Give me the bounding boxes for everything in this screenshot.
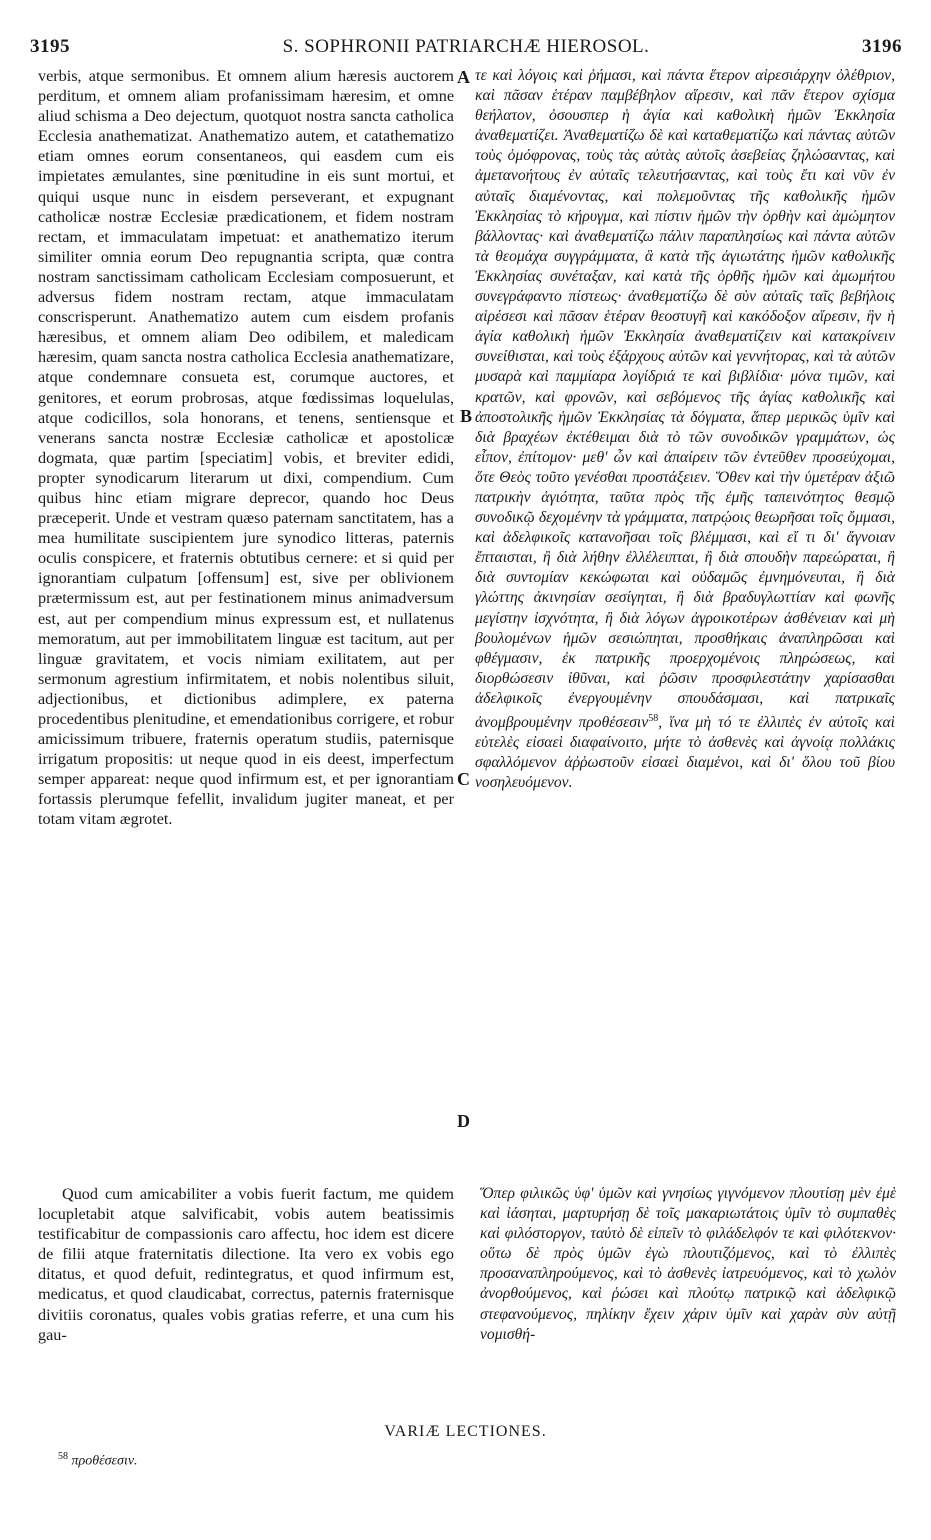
page-header (30, 36, 902, 60)
greek-paragraph-1 (475, 66, 895, 794)
latin-column-lower (38, 1184, 454, 1345)
greek-paragraph-2: Ὅπερ φιλικῶς ὑφ' ὑμῶν καὶ γνησίως γιγνόμενον πλουτίσῃ μὲν ἐμὲ καὶ ἰάσηται, μαρτυρήσῃ δὲ τοῖς μακαριωτάτοις ὑμῖν τὸ συμπαθὲς καὶ φιλόστοργον, ταὐτὸ δὲ εἰπεῖν τὸ φιλάδελφόν τε καὶ φιλότεκνον· οὕτω δὲ πρὸς ὑμῶν ἐγὼ πλουτιζόμενος, καὶ τὸ ἐλλιπὲς προσαναπληρούμενος, καὶ τὸ ἀσθενὲς ἰατρευόμενος, καὶ τὸ χωλὸν ἀνορθούμενος, καὶ ῥώσει καὶ πλούτῳ πατρικῷ καὶ ἀδελφικῷ στεφανούμενος, πηλίκην ἔχειν χάριν ὑμῖν καὶ χαρὰν σὺν αὐτῇ νομισθή- (480, 1185, 896, 1343)
running-title: S. SOPHRONII PATRIARCHÆ HIEROSOL. (282, 36, 650, 57)
latin-paragraph-1: verbis, atque sermonibus. Et omnem alium hæresis auctorem perditum, et omnem aliam profanissimam hæresim, et omne aliud schisma a Deo dejectum, quotquot nostra sancta catholica Ecclesia anathematizat. Anathematizo autem, et catathematizo etiam omnes eorum consentaneos, qui easdem cum eis impietates æmulantes, sine pœnitudine in eis sunt mortui, et quiqui usque nunc in eisdem perseverant, et expugnant catholicæ nostræ Ecclesiæ prædicationem, et fidem nostram rectam, et immaculatam impetuat: et anathematizo iterum similiter omnia eorum Deo repugnantia scripta, quæ contra nostram sanctissimam catholicam Ecclesiam composuerunt, et adversus fidem nostram rectam, atque immaculatam conscrisperunt. Anathematizo autem cum eisdem profanis hæresibus, et omnem aliam Deo odibilem, et maledicam hæresim, quam sancta nostra catholica Ecclesia anathematizare, atque condemnare consueta est, corumque auctores, et genitores, et eorum probrosas, atque fœdissimas loquelulas, atque codicillos, sola honorans, et tenens, sentiensque et venerans sancta nostræ Ecclesiæ catholicæ et apostolicæ dogmata, quæ partim [speciatim] vobis, et breviter edidi, propter synodicarum literarum ut dixi, compendium. Cum quibus hinc etiam migrare deprecor, quando hoc Deus præceperit. Unde et vestram quæso paternam sanctitatem, has a mea humilitate suscipientem jure synodico litteras, paternis oculis conspicere, et fraternis obtutibus cernere: et si quid per ignorantiam culpatum [offensum] est, sive per oblivionem prætermissum est, aut per festinationem minus animadversum est, aut per compendium minus expressum est, et nullatenus memoratum, aut per immobilitatem linguæ est tacitum, aut per linguæ gravitatem, et vocis nimiam exilitatem, aut per sermonum agrestium infirmitatem, et nobis nolentibus siluit, adjectionibus, et dictionibus adimplere, ex paterna procedentibus plenitudine, et emendationibus corrigere, et robur amicissimum tribuere, fraternis operatum studiis, paternisque irrigatum propositis: ut neque quod in eis deest, imperfectum semper appareat: neque quod infirmum est, et per ignorantiam fortassis plerumque fefellit, invalidum jugiter maneat, et per totam vitam ægrotet. (38, 67, 454, 829)
greek-paragraph-1-end: , ἵνα μὴ τό τε ἐλλιπὲς ἐν αὐτοῖς καὶ εὐτελὲς εἰσαεὶ διαφαίνοιτο, μήτε τὸ ἀσθενὲς καὶ ἀγνοίᾳ πολλάκις σφαλλόμενον ἀῤῥωστοῦν εἰσαεὶ διαμένοι, καὶ δι' ὅλου τοῦ βίου νοσηλευόμενον. (475, 714, 895, 792)
latin-column-upper (38, 66, 454, 830)
margin-letter-d: D (457, 1111, 470, 1131)
page-number-right: 3196 (862, 36, 902, 57)
margin-letter-b: B (460, 406, 473, 426)
latin-paragraph-2: Quod cum amicabiliter a vobis fuerit factum, me quidem locupletabit atque salvificabit, vobis autem beatissimis testificabitur de compassionis caro affectu, hoc idem est dicere de filii atque fraternitatis dilectione. Ita vero ex vobis ego ditatus, et quod defuit, redintegratus, et quod infirmum est, medicatus, et quod claudicabat, correctus, paternis fraternisque divitiis coronatus, quales vobis gratias referre, et una cum his gau- (38, 1185, 454, 1344)
margin-letter-a: A (457, 67, 470, 87)
margin-letter-c: C (457, 769, 470, 789)
variae-lectiones-heading: VARIÆ LECTIONES. (384, 1423, 547, 1440)
greek-column-lower (480, 1184, 896, 1345)
greek-paragraph-1-text: τε καὶ λόγοις καὶ ῥήμασι, καὶ πάντα ἕτερον αἱρεσιάρχην ὀλέθριον, καὶ πᾶσαν ἑτέραν παμβέβηλον αἵρεσιν, καὶ πᾶν ἕτερον σχίσμα θεήλατον, ὁσουσπερ ἡ ἁγία καὶ καθολικὴ ἡμῶν Ἐκκλησία ἀναθεματίζει. Ἀναθεματίζω δὲ καὶ καταθεματίζω καὶ πάντας αὐτῶν τοὺς ὁμόφρονας, τοὺς τὰς αὐτὰς αὐτοῖς ἀσεβείας ζηλώσαντας, καὶ ἀμετανοήτους ἐν αὐταῖς τελευτήσαντας, καὶ τοὺς ἔτι καὶ νῦν ἐν αὐταῖς διαμένοντας, καὶ πολεμοῦντας τῆς καθολικῆς ἡμῶν Ἐκκλησίας τὸ κήρυγμα, καὶ πίστιν ἡμῶν τὴν ὀρθὴν καὶ ἀμώμητον βάλλοντας· καὶ ἀναθεματίζω πάλιν παραπλησίως καὶ πάντα αὐτῶν τὰ θεομάχα συγγράμματα, ἃ κατὰ τῆς ἁγιωτάτης ἡμῶν καθολικῆς Ἐκκλησίας συνέταξαν, καὶ κατὰ τῆς ὀρθῆς ἡμῶν καὶ ἀμωμήτου συνεγράφαντο πίστεως· ἀναθεματίζω δὲ σὺν αὐταῖς ταῖς βεβήλοις αἱρέσεσι καὶ πᾶσαν ἑτέραν θεοστυγῆ καὶ κακόδοξον αἵρεσιν, ἣν ἡ ἁγία καθολικὴ ἡμῶν Ἐκκλησία ἀναθεματίζειν καὶ κατακρίνειν συνείθισται, καὶ τοὺς ἐξάρχους αὐτῶν καὶ γεννήτορας, καὶ τὰ αὐτῶν μυσαρὰ καὶ παμμίαρα λογίδριά τε καὶ βιβλίδια· μόνα τιμῶν, καὶ κρατῶν, καὶ φρονῶν, καὶ σεβόμενος τῆς ἁγίας καθολικῆς καὶ ἀποστολικῆς ἡμῶν Ἐκκλησίας τὰ δόγματα, ἅπερ μερικῶς ὑμῖν καὶ διὰ βραχέων ἐκτέθειμαι διὰ τὸ τῶν συνοδικῶν γραμμάτων, ὡς εἶπον, ἐπίτομον· μεθ' ὧν καὶ ἀπαίρειν τῶν ἐντεῦθεν προσεύχομαι, ὅτε Θεὸς τοῦτο γενέσθαι προστάξειεν. Ὅθεν καὶ τὴν ὑμετέραν ἀξιῶ πατρικὴν ἁγιότητα, ταῦτα πρὸς τῆς ἐμῆς ταπεινότητος θεσμῷ συνοδικῷ δεχομένην τὰ γράμματα, πατρῴοις θεωρῆσαι τοῖς ὄμμασι, καὶ ἀδελφικοῖς κατανοῆσαι τοῖς βλέμμασι, καὶ εἴ τι δι' ἄγνοιαν ἔπταισται, ἢ διὰ λήθην ἐλλέλειπται, ἢ διὰ σπουδὴν παρεώραται, ἢ διὰ συντομίαν κεκώφωται καὶ οὐδαμῶς ἐμνημόνευται, ἢ διὰ γλώττης ἀκινησίαν σεσίγηται, ἢ διὰ βραδυγλωττίαν καὶ φωνῆς μεγίστην ἰσχνότητα, ἢ διὰ λόγων ἀγροικοτέρων ἀσθένειαν καὶ μὴ βουλομένων ἡμῶν σεσιώπηται, προσθήκαις ἀναπληρῶσαι καὶ φθέγμασιν, ἐκ πατρικῆς προερχομένοις πληρώσεως, καὶ διορθώσεσιν ἰθῦναι, καὶ ῥῶσιν προσφιλεστάτην χαρίσασθαι ἀδελφικοῖς ἐνεργουμένην σπουδάσμασι, καὶ πατρικαῖς ἀνομβρουμένην προθέσεσιν (475, 67, 895, 732)
greek-column-upper (475, 66, 895, 794)
footnote-number: 58 (58, 1451, 68, 1462)
footnote (58, 1451, 138, 1470)
page-number-left: 3195 (30, 36, 70, 57)
footnote-text: προθέσεσιν. (71, 1453, 138, 1469)
footnote-reference: 58 (648, 713, 659, 724)
